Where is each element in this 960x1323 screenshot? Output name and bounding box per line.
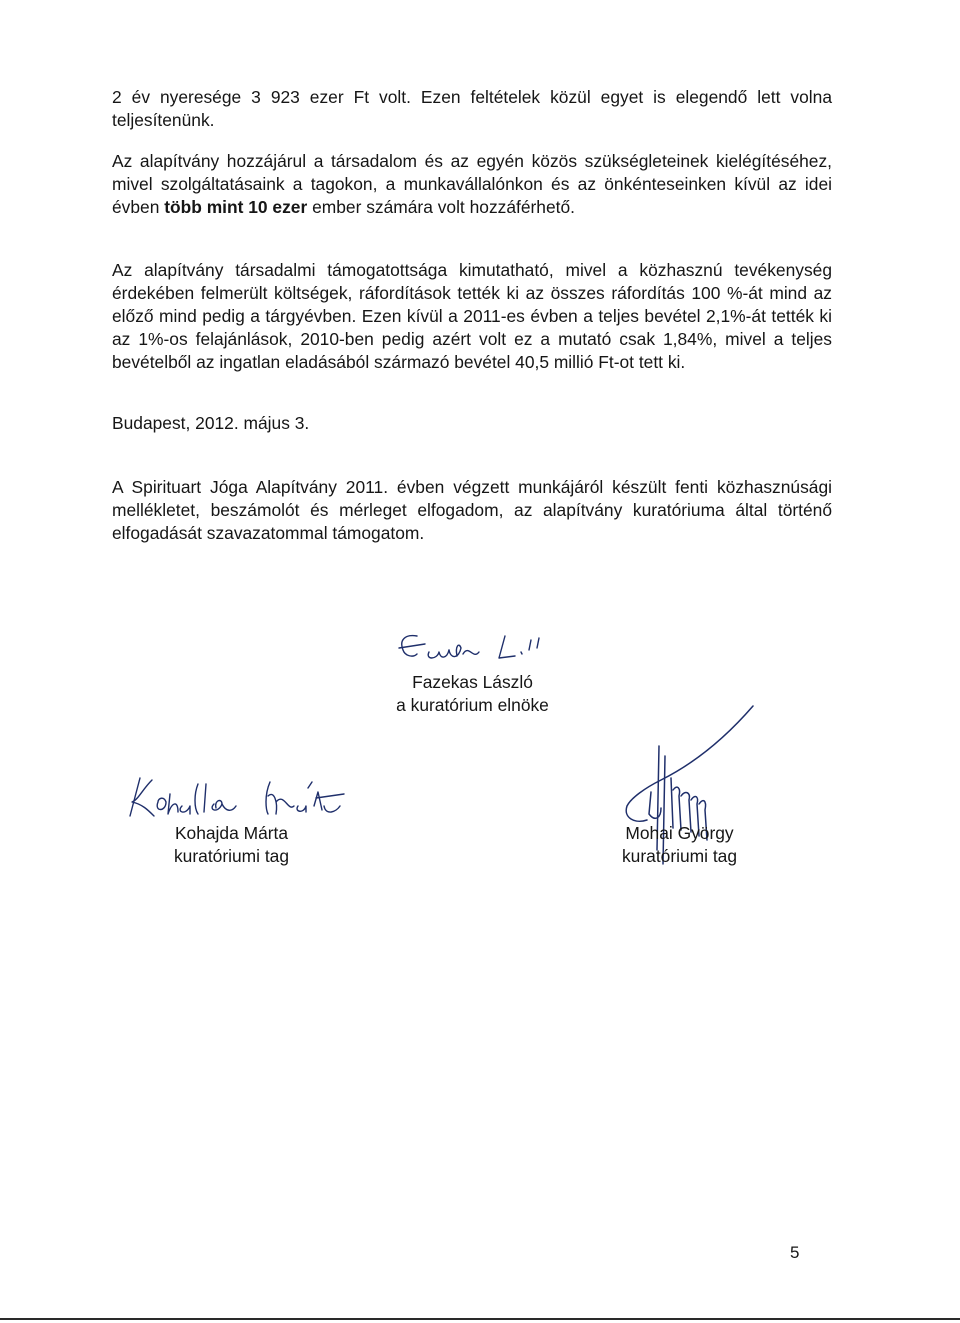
paragraph-accessibility-emphasis: több mint 10 ezer [164, 197, 308, 217]
signatory-kohajda-role: kuratóriumi tag [173, 846, 290, 866]
signatory-fazekas [370, 671, 575, 717]
signatory-kohajda [144, 822, 319, 868]
signatory-mohai [592, 822, 767, 868]
signature-fazekas [395, 630, 555, 670]
bottom-scan-edge [0, 1318, 960, 1320]
signatory-kohajda-name: Kohajda Márta [174, 823, 289, 843]
paragraph-accessibility-text-1: Az alapítvány hozzájárul a társadalom és az egyén közös szükségleteinek kielégítéséhez, mivel szolgáltatásaink a tagokon, a munkavállalónkon és az önkénteseinken kívül az idei évben [112, 151, 832, 217]
paragraph-accessibility [112, 150, 832, 219]
page-number: 5 [790, 1243, 800, 1262]
signature-kohajda [118, 772, 348, 822]
signatory-fazekas-name: Fazekas László [412, 672, 533, 692]
place-and-date: Budapest, 2012. május 3. [112, 413, 310, 433]
paragraph-intro: 2 év nyeresége 3 923 ezer Ft volt. Ezen feltételek közül egyet is elegendő lett volna teljesítenünk. [112, 87, 832, 130]
paragraph-social-support: Az alapítvány társadalmi támogatottsága kimutatható, mivel a közhasznú tevékenység érdekében felmerült költségek, ráfordítások tették ki az összes ráfordítás 100 %-át mind az előző mind pedig a tárgyévben. Ezen kívül a 2011-es évben a teljes bevétel 2,1%-át tették ki az 1%-os felajánlások, 2010-ben pedig azért volt ez a mutató csak 1,84%, mivel a teljes bevételből az ingatlan eladásából származó bevétel 40,5 millió Ft-ot tett ki. [112, 260, 832, 372]
paragraph-accessibility-text-2: ember számára volt hozzáférhető. [307, 197, 575, 217]
signatory-mohai-role: kuratóriumi tag [621, 846, 738, 866]
signatory-fazekas-role: a kuratórium elnöke [396, 695, 549, 715]
paragraph-approval: A Spirituart Jóga Alapítvány 2011. évben végzett munkájáról készült fenti közhasznúsági mellékletet, beszámolót és mérleget elfogadom, az alapítvány kuratóriuma által történő elfogadását szavazatommal támogatom. [112, 477, 832, 543]
signatory-mohai-name: Mohai György [625, 823, 734, 843]
